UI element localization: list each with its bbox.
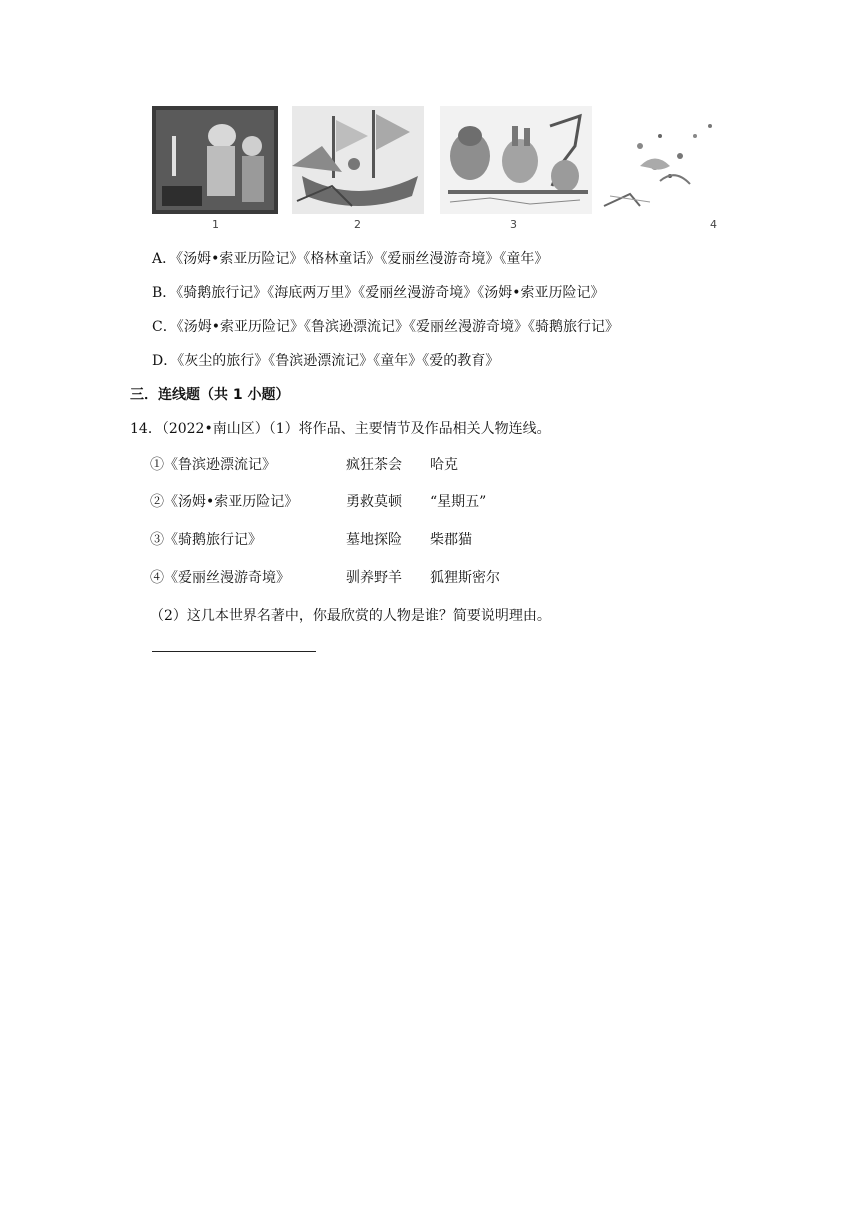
answer-blank-line[interactable] [152,651,316,652]
option-c [152,316,619,336]
photo-stage-scene-icon [152,106,278,214]
plot-item-2[interactable]: 勇救莫顿 [346,494,402,510]
option-c-text: 《汤姆•索亚历险记》《鲁滨逊漂流记》《爱丽丝漫游奇境》《骑鹅旅行记》 [176,319,619,335]
figure-4 [600,106,722,231]
option-d-text: 《灰尘的旅行》《鲁滨逊漂流记》《童年》《爱的教育》 [177,353,500,369]
work-item-1[interactable]: ①《鲁滨逊漂流记》 [150,457,276,473]
animal-characters-illustration-icon [440,106,592,214]
option-c-label: C． [152,319,177,335]
option-b [152,282,605,302]
section-title: 三．连线题（共 1 小题） [130,387,290,403]
option-a [152,248,548,268]
plot-item-4[interactable]: 驯养野羊 [346,570,402,586]
character-item-2[interactable]: “星期五” [430,494,487,510]
goose-flight-illustration-icon [600,106,722,214]
option-d-label: D． [152,353,178,369]
figure-4-number: 4 [710,218,717,231]
figure-3-number: 3 [510,218,517,231]
figure-3 [440,106,592,231]
option-a-text: 《汤姆•索亚历险记》《格林童话》《爱丽丝漫游奇境》《童年》 [176,251,549,267]
work-item-2[interactable]: ②《汤姆•索亚历险记》 [150,494,299,510]
option-d [152,350,499,370]
plot-item-3[interactable]: 墓地探险 [346,532,402,548]
plot-item-1[interactable]: 疯狂茶会 [346,457,402,473]
figure-2 [292,106,424,231]
figure-1 [152,106,278,231]
character-item-3[interactable]: 柴郡猫 [430,532,472,548]
illustration-strip [152,106,722,234]
option-b-text: 《骑鹅旅行记》《海底两万里》《爱丽丝漫游奇境》《汤姆•索亚历险记》 [176,285,605,301]
sub-question-text: （2）这几本世界名著中，你最欣赏的人物是谁？简要说明理由。 [150,608,551,624]
sailing-ship-illustration-icon [292,106,424,214]
character-item-4[interactable]: 狐狸斯密尔 [430,570,500,586]
figure-1-number: 1 [212,218,219,231]
character-item-1[interactable]: 哈克 [430,457,458,473]
option-b-label: B． [152,285,177,301]
option-a-label: A． [152,251,177,267]
work-item-3[interactable]: ③《骑鹅旅行记》 [150,532,262,548]
figure-2-number: 2 [354,218,361,231]
question-text: 14．（2022•南山区）（1）将作品、主要情节及作品相关人物连线。 [130,421,551,437]
work-item-4[interactable]: ④《爱丽丝漫游奇境》 [150,570,290,586]
